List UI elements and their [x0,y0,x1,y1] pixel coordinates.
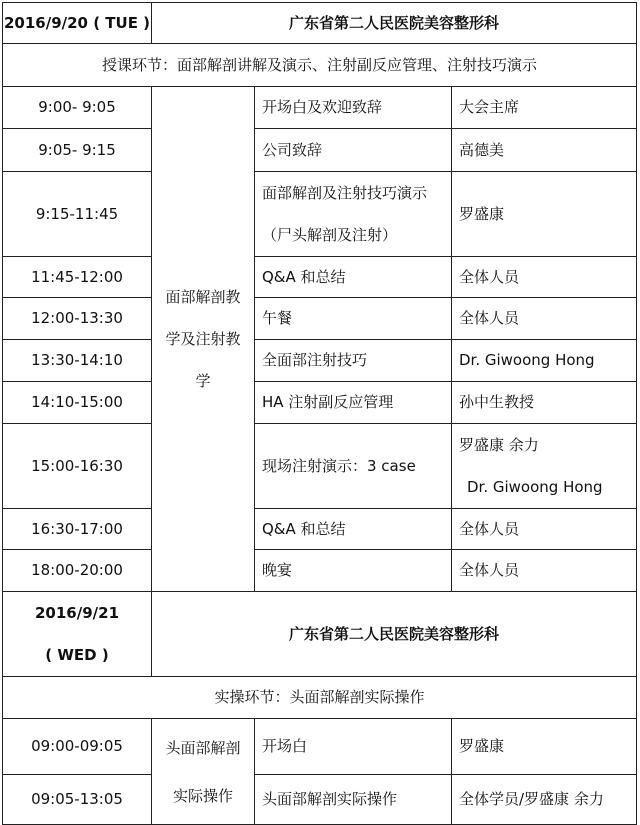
table-row [3,719,637,775]
table-row [3,172,637,257]
topic-cell [255,172,452,257]
speaker-cell: 大会主席 [452,87,637,129]
table-row [3,550,637,592]
time-cell: 14:10-15:00 [3,382,152,424]
day1-session-cell [152,87,255,592]
time-cell: 15:00-16:30 [3,424,152,509]
table-row [3,509,637,550]
time-cell: 9:00- 9:05 [3,87,152,129]
time-cell: 09:00-09:05 [3,719,152,775]
day1-section-row [3,44,637,87]
topic-cell: HA 注射副反应管理 [255,382,452,424]
speaker-line: 罗盛康 余力 [459,436,539,454]
topic-cell: 全面部注射技巧 [255,340,452,382]
speaker-cell: 高德美 [452,129,637,172]
day2-date [3,592,152,677]
speaker-line: Dr. Giwoong Hong [467,478,603,496]
time-cell: 13:30-14:10 [3,340,152,382]
day1-date: 2016/9/20 ( TUE ) [3,3,152,44]
topic-cell: 现场注射演示：3 case [255,424,452,509]
day2-date-line: 2016/9/21 [34,604,120,622]
time-cell: 16:30-17:00 [3,509,152,550]
day2-weekday-line: ( WED ) [45,646,109,664]
topic-line: （尸头解剖及注射） [262,226,398,244]
table-row [3,775,637,825]
speaker-cell: 全体人员 [452,257,637,298]
time-cell: 9:15-11:45 [3,172,152,257]
table-row [3,257,637,298]
time-cell: 18:00-20:00 [3,550,152,592]
table-row [3,298,637,340]
topic-cell: 午餐 [255,298,452,340]
speaker-cell: 全体学员/罗盛康 余力 [452,775,637,825]
time-cell: 9:05- 9:15 [3,129,152,172]
day2-section-label: 实操环节：头面部解剖实际操作 [3,677,637,719]
topic-cell: 开场白 [255,719,452,775]
topic-cell: 公司致辞 [255,129,452,172]
topic-cell: 开场白及欢迎致辞 [255,87,452,129]
topic-cell: 晚宴 [255,550,452,592]
time-cell: 12:00-13:30 [3,298,152,340]
speaker-cell: 孙中生教授 [452,382,637,424]
speaker-cell: 全体人员 [452,298,637,340]
topic-line: 面部解剖及注射技巧演示 [262,184,428,202]
speaker-cell: 罗盛康 [452,172,637,257]
speaker-cell: Dr. Giwoong Hong [452,340,637,382]
day1-session-line: 面部解剖教 [165,288,241,306]
day1-session-line: 学 [195,372,211,390]
day2-session-line: 头面部解剖 [165,738,241,757]
time-cell: 09:05-13:05 [3,775,152,825]
day2-session-cell [152,719,255,825]
speaker-cell: 全体人员 [452,550,637,592]
day1-header-row [3,3,637,44]
day2-header-row [3,592,637,677]
time-cell: 11:45-12:00 [3,257,152,298]
speaker-cell [452,424,637,509]
schedule-table [2,2,637,825]
table-row [3,129,637,172]
table-row [3,382,637,424]
speaker-cell: 罗盛康 [452,719,637,775]
day1-section-label: 授课环节：面部解剖讲解及演示、注射副反应管理、注射技巧演示 [3,44,637,87]
topic-cell: 头面部解剖实际操作 [255,775,452,825]
day2-section-row [3,677,637,719]
speaker-cell: 全体人员 [452,509,637,550]
topic-cell: Q&A 和总结 [255,257,452,298]
table-row [3,340,637,382]
day2-session-line: 实际操作 [172,786,233,805]
topic-cell: Q&A 和总结 [255,509,452,550]
table-row [3,424,637,509]
day1-session-line: 学及注射教 [165,330,241,348]
day1-title: 广东省第二人民医院美容整形科 [152,3,637,44]
day2-title: 广东省第二人民医院美容整形科 [152,592,637,677]
table-row [3,87,637,129]
